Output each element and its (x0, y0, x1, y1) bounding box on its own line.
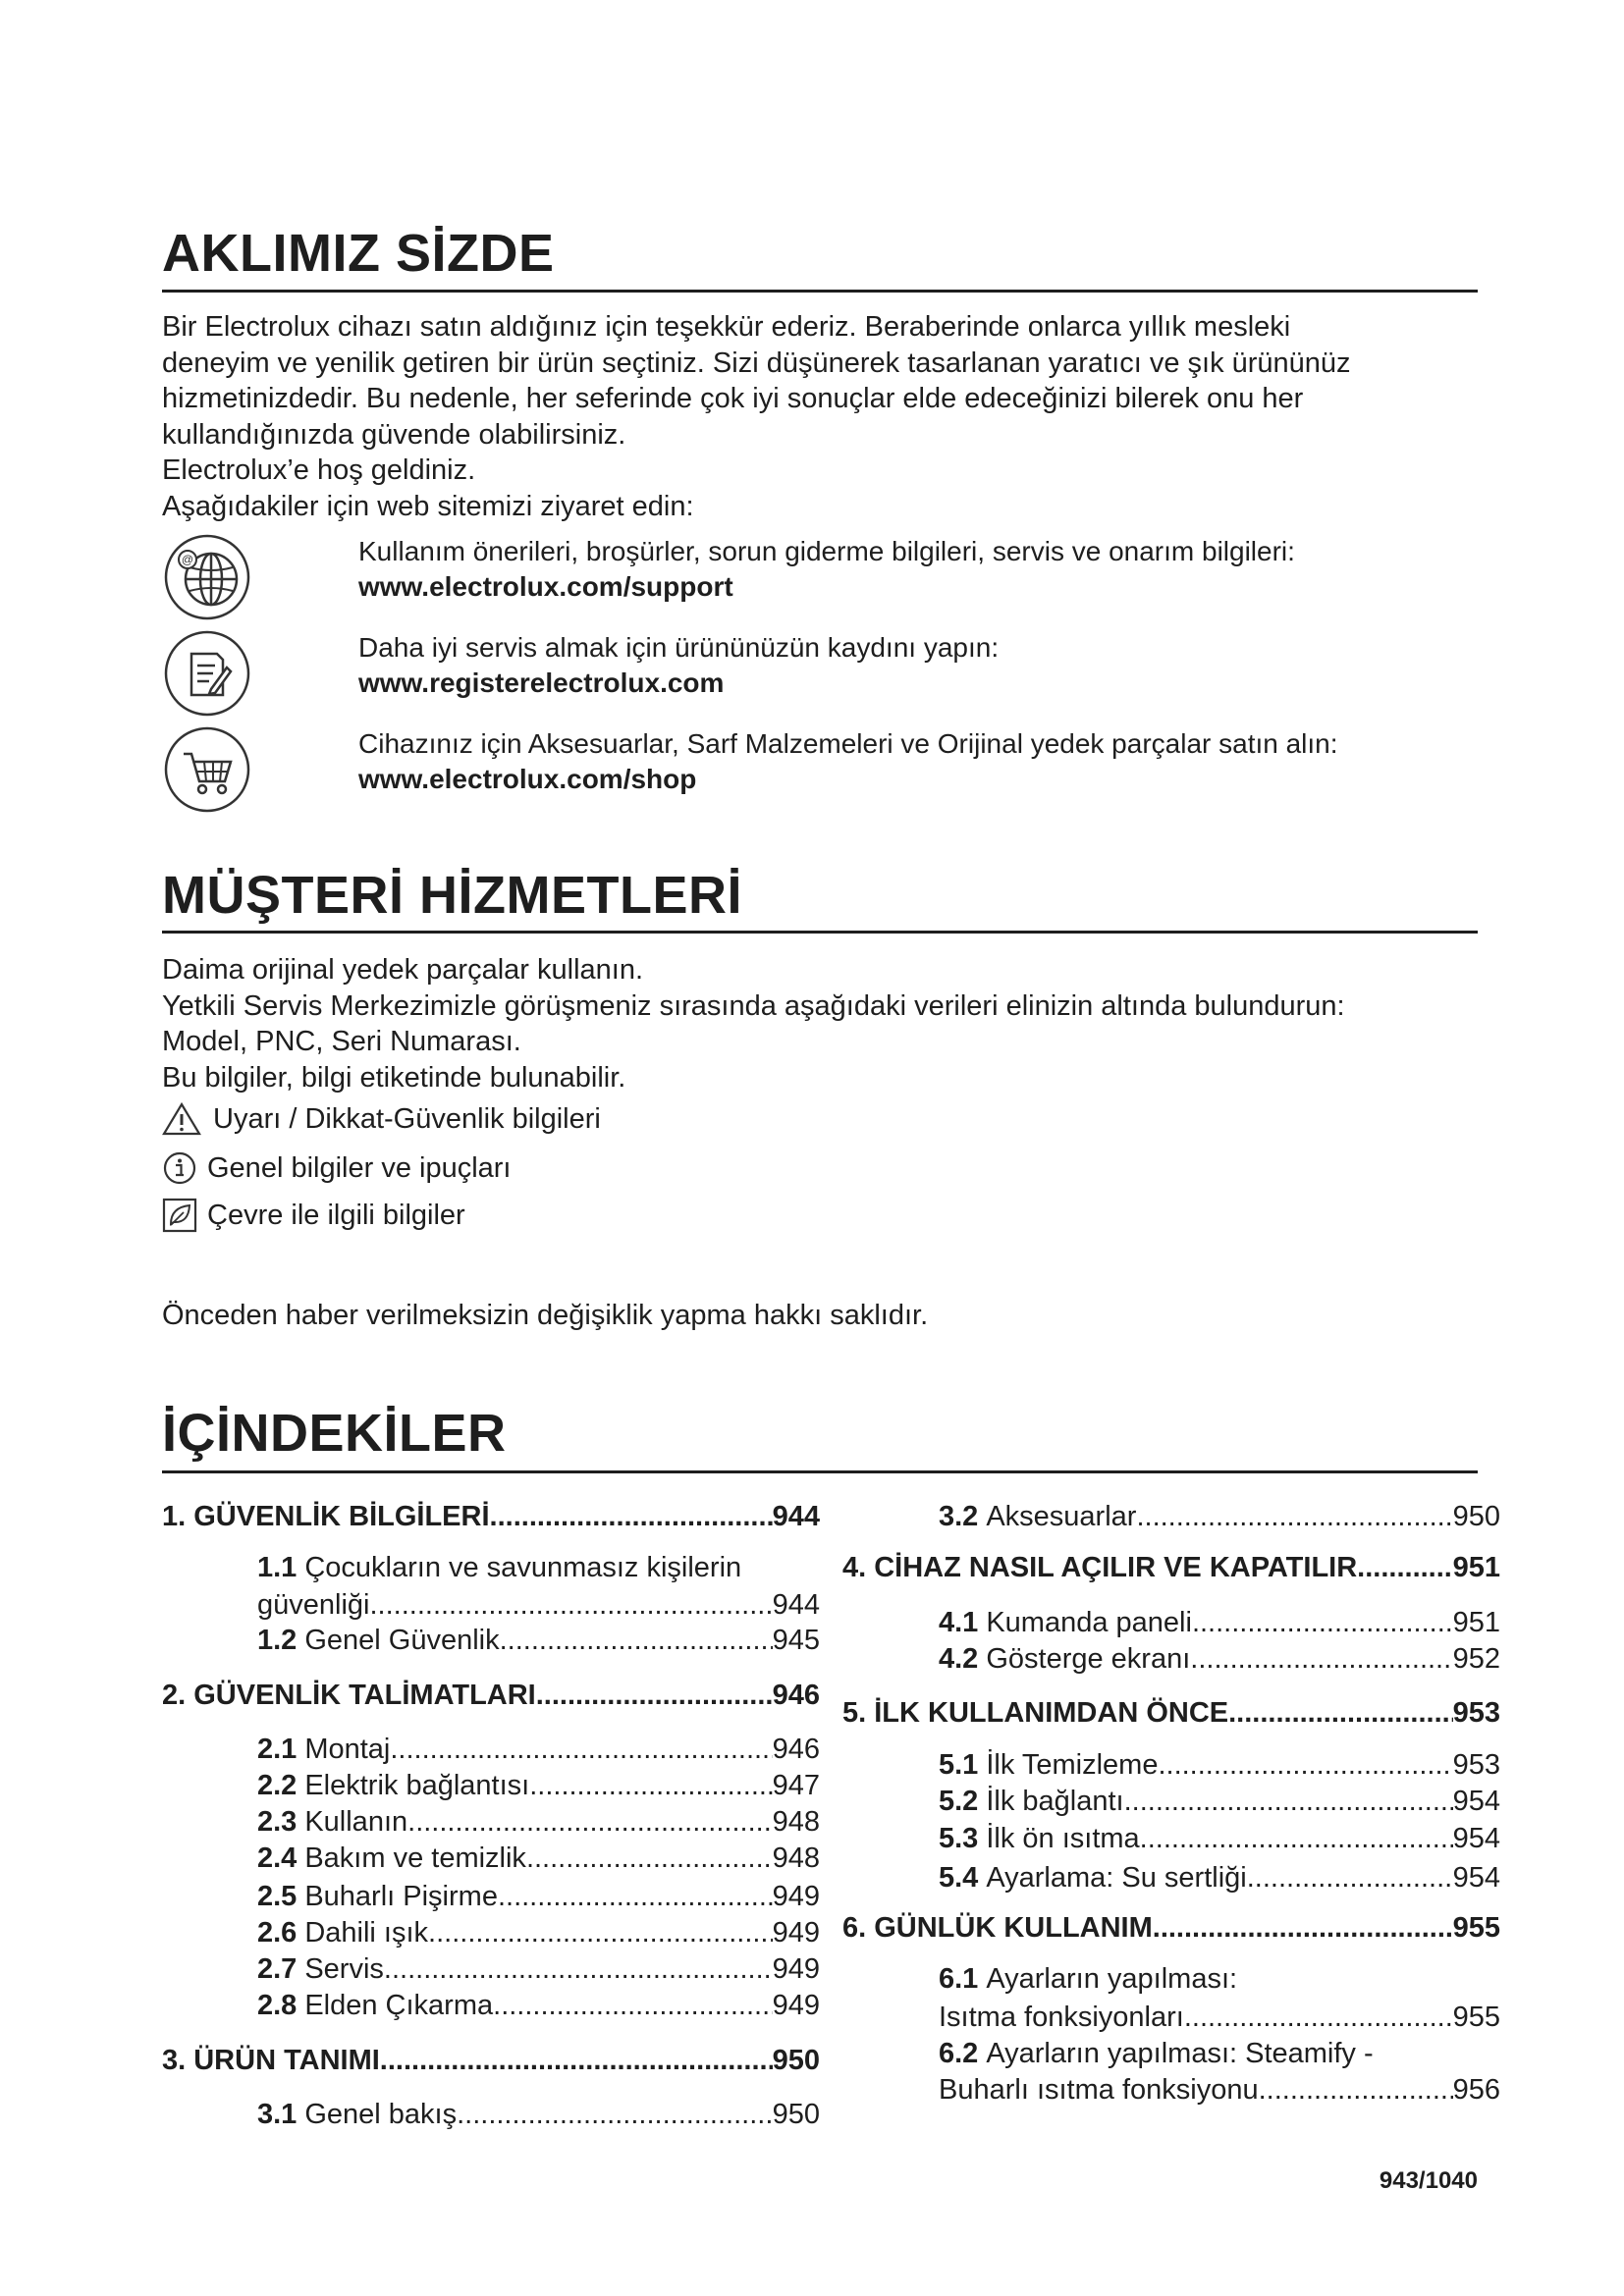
toc-entry[interactable] (162, 2043, 820, 2078)
welcome-line: kullandığınızda güvende olabilirsiniz. (162, 418, 626, 451)
toc-entry-continued[interactable] (257, 1587, 820, 1623)
toc-entry-number: 5.1 (939, 1749, 979, 1781)
toc-entry[interactable] (939, 1605, 1500, 1640)
customer-title: MÜŞTERİ HİZMETLERİ (162, 866, 742, 925)
customer-rule (162, 931, 1478, 934)
customer-line: Yetkili Servis Merkezimizle görüşmeniz sırasında aşağıdaki verileri elinizin altında bulundurun: (162, 989, 1345, 1022)
register-link-row (162, 628, 1478, 721)
toc-entry-number: 4.1 (939, 1607, 979, 1638)
toc-entry[interactable] (939, 1499, 1500, 1534)
toc-rule (162, 1470, 1478, 1473)
toc-entry-number: 2.8 (257, 1990, 298, 2021)
toc-entry-page: 945 (772, 1625, 820, 1656)
toc-entry-number: 5.2 (939, 1786, 979, 1817)
toc-entry-number: 2.4 (257, 1842, 298, 1874)
toc-entry-label: güvenliği (257, 1589, 370, 1621)
toc-entry-label: Elden Çıkarma (304, 1990, 494, 2021)
toc-entry-label: 1. GÜVENLİK BİLGİLERİ (162, 1501, 490, 1532)
toc-entry[interactable] (939, 1641, 1500, 1677)
toc-entry-label: Bakım ve temizlik (304, 1842, 526, 1874)
toc-entry[interactable] (257, 1841, 820, 1876)
toc-entry-label: Aksesuarlar (986, 1501, 1137, 1532)
toc-entry-number: 2.6 (257, 1917, 298, 1949)
change-notice (162, 1298, 1478, 1334)
welcome-line: Aşağıdakiler için web sitemizi ziyaret edin: (162, 490, 694, 522)
cart-icon (162, 724, 252, 815)
toc-entry-number: 2.2 (257, 1770, 298, 1801)
toc-entry-page: 946 (772, 1734, 820, 1765)
toc-entry-label: Isıtma fonksiyonları (939, 2002, 1184, 2033)
toc-entry-page: 956 (1452, 2074, 1500, 2106)
toc-entry[interactable] (939, 1961, 1237, 1997)
toc-entry[interactable] (257, 1732, 820, 1767)
page-number: 943/1040 (1379, 2167, 1478, 2194)
toc-entry-number: 1.2 (257, 1625, 298, 1656)
toc-entry-page: 950 (772, 2045, 820, 2076)
toc-entry-number: 5.4 (939, 1862, 979, 1894)
toc-entry[interactable] (939, 1747, 1500, 1783)
toc-entry-label: Buharlı ısıtma fonksiyonu (939, 2074, 1259, 2106)
toc-entry-label: Kullanın (304, 1806, 408, 1838)
toc-entry[interactable] (257, 1951, 820, 1987)
toc-entry-label: Kumanda paneli (986, 1607, 1192, 1638)
toc-entry-label: Elektrik bağlantısı (304, 1770, 530, 1801)
toc-entry-page: 950 (772, 2099, 820, 2130)
toc-entry[interactable] (257, 1768, 820, 1803)
shop-link[interactable]: www.electrolux.com/shop (358, 764, 697, 794)
toc-entry-page: 949 (772, 1990, 820, 2021)
toc-entry-number: 6.1 (939, 1963, 979, 1995)
change-notice-text: Önceden haber verilmeksizin değişiklik yapma hakkı saklıdır. (162, 1300, 929, 1331)
customer-line: Bu bilgiler, bilgi etiketinde bulunabilir. (162, 1061, 626, 1094)
toc-entry[interactable] (257, 1915, 820, 1950)
toc-entry-label: Genel bakış (304, 2099, 458, 2130)
toc-entry-page: 946 (772, 1680, 820, 1711)
toc-entry[interactable] (939, 2036, 1374, 2071)
toc-entry-continued[interactable] (939, 2072, 1500, 2108)
welcome-line: Bir Electrolux cihazı satın aldığınız için teşekkür ederiz. Beraberinde onlarca yıllık mesleki (162, 311, 1291, 343)
toc-entry-label: Dahili ışık (304, 1917, 429, 1949)
toc-entry[interactable] (939, 1784, 1500, 1819)
toc-entry-number: 3.2 (939, 1501, 979, 1532)
toc-entry-label: 6. GÜNLÜK KULLANIM (842, 1912, 1153, 1944)
register-link[interactable]: www.registerelectrolux.com (358, 667, 725, 698)
legend-warning-text: Uyarı / Dikkat-Güvenlik bilgileri (213, 1103, 601, 1135)
toc-entry-continued[interactable] (939, 2000, 1500, 2035)
leaf-icon (162, 1198, 197, 1233)
toc-entry-label: 2. GÜVENLİK TALİMATLARI (162, 1680, 536, 1711)
toc-entry-number: 2.7 (257, 1953, 298, 1985)
toc-entry-page: 949 (772, 1953, 820, 1985)
welcome-text (162, 309, 1478, 524)
toc-entry-page: 944 (772, 1589, 820, 1621)
toc-entry[interactable] (257, 1879, 820, 1914)
welcome-line: deneyim ve yenilik getiren bir ürün seçtiniz. Sizi düşünerek tasarlanan yaratıcı ve şık ürününüz (162, 347, 1351, 379)
toc-entry-label: 5. İLK KULLANIMDAN ÖNCE (842, 1697, 1229, 1729)
toc-entry-number: 2.1 (257, 1734, 298, 1765)
toc-entry-label: Ayarlama: Su sertliği (986, 1862, 1247, 1894)
info-icon (162, 1150, 197, 1186)
support-link-row (162, 532, 1478, 625)
toc-entry-page: 950 (1452, 1501, 1500, 1532)
toc-entry-label: İlk Temizleme (986, 1749, 1159, 1781)
toc-entry-label: 4. CİHAZ NASIL AÇILIR VE KAPATILIR (842, 1552, 1358, 1583)
welcome-title: AKLIMIZ SİZDE (162, 224, 555, 283)
toc-entry-page: 955 (1452, 1912, 1500, 1944)
toc-entry-page: 955 (1452, 2002, 1500, 2033)
legend-environment-text: Çevre ile ilgili bilgiler (207, 1200, 465, 1231)
toc-entry[interactable] (842, 1910, 1500, 1946)
toc-entry-label: Montaj (304, 1734, 391, 1765)
toc-entry-label: Genel Güvenlik (304, 1625, 500, 1656)
register-link-text: Daha iyi servis almak için ürününüzün kaydını yapın: (358, 632, 1000, 663)
toc-entry-number: 2.3 (257, 1806, 298, 1838)
welcome-rule (162, 290, 1478, 293)
toc-entry-page: 951 (1452, 1552, 1500, 1583)
toc-entry[interactable] (162, 1499, 820, 1534)
toc-entry[interactable] (257, 1804, 820, 1840)
register-icon (162, 628, 252, 719)
toc-entry[interactable] (257, 1988, 820, 2023)
warning-icon (162, 1101, 201, 1137)
toc-entry[interactable] (939, 1860, 1500, 1896)
toc-entry-page: 948 (772, 1842, 820, 1874)
toc-entry-page: 954 (1452, 1786, 1500, 1817)
toc-entry-label: Buharlı Pişirme (304, 1881, 498, 1912)
welcome-line: hizmetinizdedir. Bu nedenle, her seferinde çok iyi sonuçlar elde edeceğinizi bilerek onu her (162, 383, 1304, 414)
support-link[interactable]: www.electrolux.com/support (358, 571, 733, 602)
toc-entry-number: 4.2 (939, 1643, 979, 1675)
toc-entry[interactable] (842, 1550, 1500, 1585)
shop-link-text: Cihazınız için Aksesuarlar, Sarf Malzemeleri ve Orijinal yedek parçalar satın alın: (358, 728, 1338, 759)
toc-entry-page: 951 (1452, 1607, 1500, 1638)
toc-entry-page: 944 (772, 1501, 820, 1532)
toc-entry-page: 952 (1452, 1643, 1500, 1675)
toc-entry[interactable] (939, 1821, 1500, 1856)
toc-title: İÇİNDEKİLER (162, 1404, 507, 1463)
customer-text (162, 952, 1478, 1095)
toc-entry[interactable] (257, 1550, 741, 1585)
toc-entry-label: İlk bağlantı (986, 1786, 1124, 1817)
toc-entry[interactable] (257, 2097, 820, 2132)
toc-entry-number: 6.2 (939, 2038, 979, 2069)
toc-entry-page: 947 (772, 1770, 820, 1801)
toc-entry-label: Çocukların ve savunmasız kişilerin (304, 1552, 742, 1583)
toc-entry-label: Servis (304, 1953, 384, 1985)
toc-entry-number: 1.1 (257, 1552, 298, 1583)
toc-entry-label: Ayarların yapılması: (986, 1963, 1238, 1995)
shop-link-row (162, 724, 1478, 818)
toc-entry-number: 2.5 (257, 1881, 298, 1912)
toc-entry-label: Ayarların yapılması: Steamify - (986, 2038, 1374, 2069)
toc-entry-page: 949 (772, 1917, 820, 1949)
toc-entry-label: 3. ÜRÜN TANIMI (162, 2045, 380, 2076)
svg-text:@: @ (181, 553, 194, 566)
customer-line: Daima orijinal yedek parçalar kullanın. (162, 954, 644, 986)
toc-entry-page: 953 (1452, 1749, 1500, 1781)
toc-entry-page: 948 (772, 1806, 820, 1838)
toc-entry-number: 3.1 (257, 2099, 298, 2130)
toc-entry-page: 953 (1452, 1697, 1500, 1729)
toc-entry-page: 954 (1452, 1823, 1500, 1854)
customer-line: Model, PNC, Seri Numarası. (162, 1026, 521, 1057)
toc-entry[interactable] (257, 1623, 820, 1658)
legend-info-text: Genel bilgiler ve ipuçları (207, 1152, 512, 1184)
toc-entry-page: 949 (772, 1881, 820, 1912)
toc-entry-label: İlk ön ısıtma (986, 1823, 1140, 1854)
toc-entry-number: 5.3 (939, 1823, 979, 1854)
toc-entry[interactable] (842, 1695, 1500, 1731)
support-link-text: Kullanım önerileri, broşürler, sorun giderme bilgileri, servis ve onarım bilgileri: (358, 536, 1295, 566)
toc-entry[interactable] (162, 1678, 820, 1713)
globe-icon (162, 532, 252, 622)
welcome-line: Electrolux’e hoş geldiniz. (162, 454, 476, 486)
toc-entry-page: 954 (1452, 1862, 1500, 1894)
toc-entry-label: Gösterge ekranı (986, 1643, 1191, 1675)
